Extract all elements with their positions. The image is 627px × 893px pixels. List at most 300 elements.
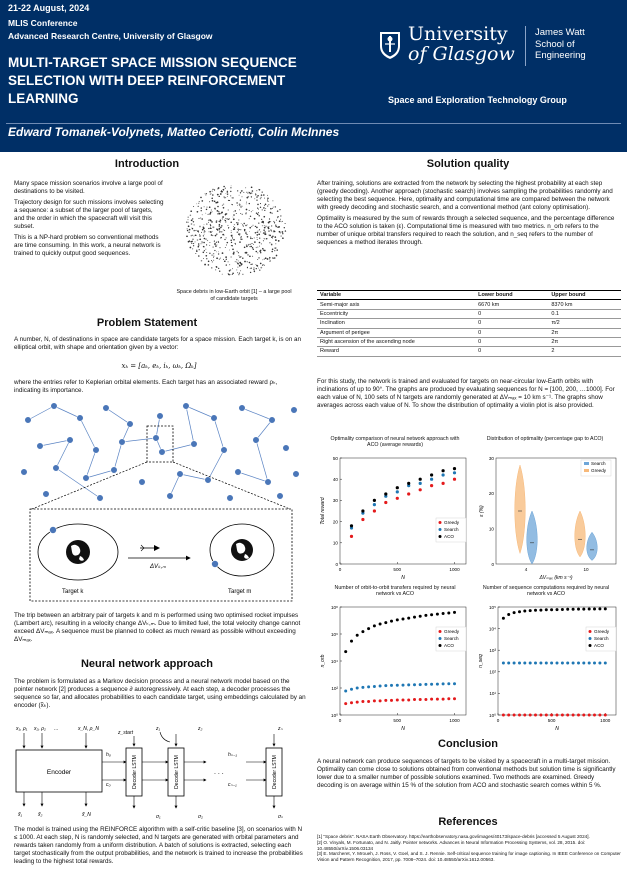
debris-dot [253, 225, 254, 226]
debris-dot [251, 264, 252, 265]
x-tick-label: 4 [524, 567, 528, 572]
debris-dot [217, 213, 218, 214]
debris-dot [211, 228, 212, 229]
debris-dot [261, 194, 263, 196]
data-point-aco [384, 492, 387, 495]
debris-dot [231, 230, 232, 231]
data-point-greedy [350, 535, 353, 538]
debris-dot [208, 220, 210, 222]
debris-dot [247, 261, 248, 262]
debris-dot [256, 196, 257, 197]
debris-dot [244, 261, 246, 263]
debris-dot [264, 205, 265, 206]
debris-dot [190, 247, 192, 249]
debris-dot [276, 255, 278, 257]
debris-dot [223, 207, 225, 209]
debris-dot [238, 274, 239, 275]
debris-dot [233, 252, 235, 254]
data-point-greedy [447, 697, 450, 700]
debris-dot [255, 193, 256, 194]
debris-dot [221, 231, 223, 233]
debris-dot [240, 206, 241, 207]
debris-dot [264, 238, 265, 239]
data-point-aco [577, 608, 580, 611]
debris-dot [241, 191, 242, 192]
debris-dot [256, 200, 257, 201]
debris-dot [251, 243, 252, 244]
debris-dot [192, 239, 193, 240]
debris-dot [226, 259, 227, 260]
references-heading: References [438, 816, 498, 828]
debris-dot [216, 220, 218, 222]
debris-dot [264, 259, 265, 260]
debris-dot [256, 234, 258, 236]
debris-dot [264, 210, 265, 211]
data-point-greedy [356, 701, 359, 704]
debris-dot [279, 220, 281, 222]
debris-dot [222, 216, 224, 218]
table-cell: 2 [548, 347, 621, 356]
debris-dot [259, 237, 260, 238]
debris-dot [209, 191, 211, 193]
debris-dot [231, 256, 232, 257]
debris-dot [205, 238, 207, 240]
debris-dot [254, 218, 256, 220]
table-header: Variable [317, 291, 475, 300]
debris-dot [276, 249, 277, 250]
legend-marker [439, 644, 442, 647]
debris-dot [199, 238, 201, 240]
debris-dot [192, 235, 193, 236]
debris-dot [262, 221, 263, 222]
y-tick-label: 30 [332, 498, 338, 504]
data-point-search [550, 662, 553, 665]
data-point-aco [518, 610, 521, 613]
debris-dot [281, 236, 282, 237]
data-point-search [561, 662, 564, 665]
debris-dot [239, 203, 241, 205]
debris-dot [225, 213, 227, 215]
debris-dot [216, 234, 217, 235]
debris-dot [206, 258, 207, 259]
debris-dot [195, 235, 196, 236]
debris-dot [220, 221, 221, 222]
debris-dot [209, 231, 210, 232]
data-point-search [407, 683, 410, 686]
route-edge [114, 442, 122, 470]
debris-dot [265, 258, 266, 259]
debris-dot [276, 248, 277, 249]
debris-dot [245, 225, 246, 226]
debris-dot [263, 216, 265, 218]
debris-dot [228, 209, 229, 210]
debris-dot [225, 247, 226, 248]
data-point-greedy [534, 714, 537, 717]
data-point-search [507, 662, 510, 665]
data-point-search [588, 662, 591, 665]
university-crest-icon [378, 30, 402, 60]
debris-dot [244, 247, 246, 249]
debris-dot [217, 206, 219, 208]
data-point-aco [430, 473, 433, 476]
debris-dot [250, 237, 251, 238]
debris-dot [197, 211, 199, 213]
debris-dot [270, 260, 271, 261]
debris-dot [199, 234, 200, 235]
table-cell: 2π [548, 337, 621, 346]
debris-dot [218, 196, 219, 197]
debris-dot [225, 193, 226, 194]
debris-dot [243, 192, 244, 193]
xtn-label: x̃_N [82, 812, 91, 818]
debris-dot [258, 222, 259, 223]
debris-dot [204, 264, 206, 266]
debris-dot [246, 209, 248, 211]
debris-dot [194, 241, 195, 242]
debris-dot [207, 240, 208, 241]
legend-marker [439, 535, 442, 538]
data-point-aco [430, 613, 433, 616]
input-n-label: x_N, ρ_N [78, 726, 99, 732]
decoder-label-1: Decoder LSTM [132, 755, 138, 789]
debris-dot [198, 218, 199, 219]
debris-dot [201, 243, 202, 244]
debris-dot [213, 226, 215, 228]
debris-dot [242, 274, 243, 275]
target-node [239, 405, 246, 412]
data-point-aco [593, 608, 596, 611]
table-cell: 0 [475, 337, 548, 346]
debris-dot [240, 199, 241, 200]
debris-dot [215, 202, 217, 204]
debris-dot [230, 222, 232, 224]
debris-dot [252, 238, 253, 239]
table-cell: Inclination [317, 319, 475, 328]
legend-label: ACO [444, 534, 454, 539]
plot-area [340, 458, 466, 564]
data-point-greedy [424, 698, 427, 701]
debris-dot [204, 231, 205, 232]
debris-dot [219, 247, 220, 248]
debris-dot [262, 192, 263, 193]
encoder-label: Encoder [46, 769, 72, 776]
y-axis-label: Total reward [320, 497, 326, 525]
debris-dot [205, 249, 206, 250]
nn-text-1: The problem is formulated as a Markov decision process and a neural network model based on the pointer network [2] produces a sequence ∂ autoregressively. At each step, a decoder processes the sequence so far, and allocates probabilities to each candidate target, using embeddings calculated by an encoder (x̃ₖ). [14, 678, 306, 709]
route-edge [86, 450, 96, 478]
data-point-greedy [453, 697, 456, 700]
data-point-aco [424, 614, 427, 617]
data-point-search [373, 685, 376, 688]
data-point-greedy [419, 488, 422, 491]
debris-dot [259, 246, 260, 247]
debris-dot [201, 207, 202, 208]
x-tick-label: 1000 [449, 718, 460, 723]
debris-dot [230, 187, 232, 189]
debris-dot [278, 240, 280, 242]
data-point-greedy [373, 509, 376, 512]
debris-dot [237, 263, 238, 264]
debris-dot [261, 243, 262, 244]
reference-2: [2] O. Vinyals, M. Fortunato, and N. Jaitly. Pointer networks. Advances in Neural Information Processing Systems, vol. 28, 2015. doi: 10.48550/arXiv.1506.03134 [317, 839, 586, 851]
debris-dot [228, 200, 229, 201]
debris-dot [235, 244, 236, 245]
data-point-greedy [539, 714, 542, 717]
debris-dot [219, 229, 220, 230]
debris-dot [202, 214, 203, 215]
svg-text:. . .: . . . [214, 769, 224, 776]
debris-dot [249, 203, 250, 204]
data-point-search [424, 683, 427, 686]
debris-dot [215, 235, 217, 237]
x-axis-label: N [401, 575, 405, 581]
target-node [83, 475, 90, 482]
debris-dot [267, 258, 269, 260]
data-point-aco [379, 623, 382, 626]
debris-dot [191, 220, 192, 221]
debris-dot [238, 255, 239, 256]
debris-dot [190, 210, 192, 212]
data-point-aco [453, 611, 456, 614]
data-point-aco [407, 482, 410, 485]
debris-dot [229, 270, 231, 272]
debris-dot [248, 192, 249, 193]
debris-dot [239, 229, 240, 230]
legend-label: Greedy [591, 468, 607, 473]
x-tick-label: 500 [547, 718, 556, 723]
debris-dot [224, 239, 225, 240]
legend-marker [589, 630, 592, 633]
space-debris-image [182, 176, 290, 284]
y-axis-label: ε (%) [479, 505, 485, 517]
x-tick-label: 0 [496, 718, 500, 723]
debris-dot [225, 188, 226, 189]
debris-dot [226, 237, 227, 238]
debris-dot [222, 252, 224, 254]
data-point-aco [507, 613, 510, 616]
target-node [191, 441, 198, 448]
debris-dot [269, 218, 270, 219]
debris-dot [232, 217, 233, 218]
debris-dot [203, 228, 204, 229]
debris-dot [245, 252, 246, 253]
debris-dot [216, 244, 217, 245]
debris-dot [255, 226, 256, 227]
debris-dot [260, 203, 261, 204]
debris-dot [201, 241, 202, 242]
debris-dot [208, 261, 210, 263]
debris-dot [226, 245, 227, 246]
debris-dot [241, 239, 242, 240]
debris-dot [249, 246, 250, 247]
debris-dot [214, 208, 216, 210]
zoom-box [147, 426, 173, 462]
debris-dot [228, 274, 230, 276]
debris-dot [197, 239, 199, 241]
data-point-search [453, 682, 456, 685]
y-axis-label: n_seq [478, 654, 484, 668]
table-cell: 6670 km [475, 300, 548, 309]
debris-dot [264, 198, 265, 199]
legend-marker [589, 644, 592, 647]
debris-dot [236, 202, 237, 203]
debris-dot [187, 228, 188, 229]
x-tick-label: 0 [338, 567, 342, 572]
debris-dot [260, 250, 261, 251]
table-cell: 0 [475, 309, 548, 318]
debris-dot [236, 213, 237, 214]
data-point-search [413, 683, 416, 686]
debris-dot [274, 222, 275, 223]
pointer-network-diagram [10, 722, 306, 822]
debris-dot [237, 251, 238, 252]
debris-dot [232, 204, 233, 205]
debris-dot [206, 252, 207, 253]
debris-dot [257, 204, 259, 206]
legend-marker [439, 521, 442, 524]
table-row [317, 328, 621, 337]
debris-dot [271, 251, 273, 253]
data-point-search [396, 490, 399, 493]
y-axis-label: n_orb [320, 654, 326, 668]
debris-dot [229, 250, 230, 251]
debris-dot [269, 258, 271, 260]
data-point-greedy [350, 701, 353, 704]
debris-dot [242, 224, 243, 225]
debris-dot [275, 206, 276, 207]
debris-dot [258, 233, 260, 235]
debris-dot [267, 226, 269, 228]
debris-dot [215, 245, 217, 247]
debris-dot [251, 226, 252, 227]
debris-dot [244, 229, 246, 231]
data-point-aco [598, 607, 601, 610]
debris-dot [265, 208, 266, 209]
debris-dot [228, 228, 229, 229]
data-point-aco [419, 478, 422, 481]
debris-dot [269, 257, 270, 258]
legend-label: Search [444, 636, 459, 641]
debris-dot [201, 218, 203, 220]
debris-dot [259, 189, 261, 191]
debris-dot [192, 218, 193, 219]
data-point-aco [582, 608, 585, 611]
route-edge [186, 406, 214, 418]
debris-dot [210, 231, 212, 233]
conclusion-text: A neural network can produce sequences of targets to be visited by a spacecraft in a multi-target mission. Optimality can come close to solutions obtained from conventional methods but solution time is significantly lower due to a smaller number of possible solutions examined. Two methods are examined. Greedy decoding is on average within 15 % of the solution from ACO and stochastic search comes within 5 %. [317, 758, 616, 789]
debris-dot [230, 239, 232, 241]
data-point-aco [436, 613, 439, 616]
debris-dot [263, 240, 264, 241]
legend-marker [439, 630, 442, 633]
debris-dot [212, 235, 213, 236]
data-point-aco [453, 467, 456, 470]
debris-dot [247, 254, 249, 256]
debris-dot [232, 248, 234, 250]
y-tick-label: 10² [331, 685, 338, 691]
debris-dot [249, 218, 250, 219]
debris-dot [201, 232, 202, 233]
input-2-label: x₂, ρ₂ [34, 726, 46, 732]
debris-dot [257, 195, 258, 196]
debris-dot [234, 227, 235, 228]
debris-dot [233, 211, 234, 212]
debris-dot [223, 186, 225, 188]
debris-dot [280, 215, 281, 216]
target-node [119, 439, 126, 446]
debris-dot [210, 225, 211, 226]
debris-dot [246, 203, 247, 204]
solution-heading: Solution quality [426, 158, 510, 170]
target-m-marker [212, 561, 219, 568]
debris-dot [189, 229, 191, 231]
data-point-greedy [572, 714, 575, 717]
z2-label: z₂ [198, 726, 203, 732]
legend-marker [439, 528, 442, 531]
debris-dot [210, 227, 212, 229]
debris-dot [249, 255, 251, 257]
debris-dot [205, 195, 206, 196]
data-point-search [430, 683, 433, 686]
target-node [139, 479, 146, 486]
sequences-chart [476, 601, 624, 733]
data-point-aco [447, 612, 450, 615]
debris-dot [227, 242, 228, 243]
debris-dot [275, 243, 276, 244]
debris-dot [233, 253, 235, 255]
y-tick-label: 0 [335, 561, 338, 567]
data-point-search [447, 682, 450, 685]
debris-dot [260, 231, 261, 232]
debris-dot [198, 203, 199, 204]
debris-dot [257, 239, 258, 240]
data-point-search [419, 683, 422, 686]
debris-dot [222, 205, 223, 206]
debris-dot [187, 230, 188, 231]
debris-dot [247, 196, 249, 198]
debris-dot [237, 222, 238, 223]
debris-dot [235, 243, 236, 244]
debris-dot [209, 242, 210, 243]
svg-text:...: ... [54, 726, 59, 732]
debris-dot [235, 261, 236, 262]
debris-dot [225, 221, 227, 223]
debris-dot [280, 219, 281, 220]
debris-dot [212, 211, 213, 212]
debris-dot [205, 255, 207, 257]
legend-label: ACO [444, 643, 454, 648]
debris-dot [192, 228, 193, 229]
zn-label: zₙ [278, 726, 283, 732]
debris-dot [259, 242, 261, 244]
debris-dot [187, 216, 188, 217]
debris-dot [256, 232, 257, 233]
debris-dot [224, 220, 225, 221]
x-tick-label: 10 [583, 567, 589, 572]
reference-1: [1] "Space debris". NASA Earth Observatory. https://earthobservatory.nasa.gov/images/40173/space-debris [accessed 5 August 2024]. [317, 834, 590, 839]
data-point-aco [402, 618, 405, 621]
debris-dot [270, 208, 272, 210]
debris-dot [210, 194, 211, 195]
debris-dot [280, 232, 281, 233]
debris-dot [213, 257, 214, 258]
y-tick-label: 40 [332, 477, 338, 482]
debris-dot [192, 248, 193, 249]
debris-dot [275, 225, 276, 226]
debris-dot [212, 189, 213, 190]
debris-dot [236, 259, 237, 260]
data-point-aco [361, 630, 364, 633]
